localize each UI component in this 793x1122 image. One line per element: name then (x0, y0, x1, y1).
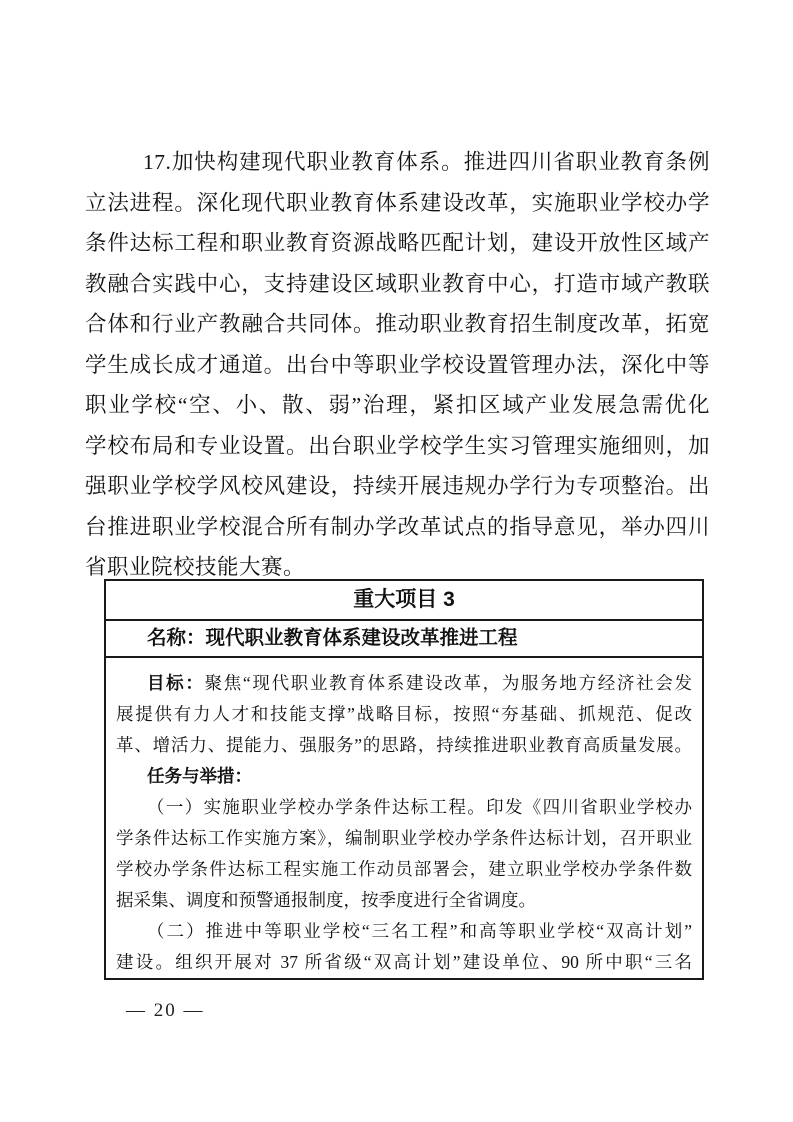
body-line: 教融合实践中心，支持建设区域职业教育中心，打造市域产教联 (85, 271, 710, 296)
body-line: 强职业学校学风校风建设，持续开展违规办学行为专项整治。出 (85, 474, 710, 498)
project-name-row (106, 621, 702, 658)
body-line: 职业学校“空、小、散、弱”治理，紧扣区域产业发展急需优化 (85, 393, 710, 417)
task1-line: 据采集、调度和预警通报制度，按季度进行全省调度。 (116, 890, 536, 910)
body-line: 立法进程。深化现代职业教育体系建设改革，实施职业学校办学 (85, 190, 710, 215)
task2-line: （二）推进中等职业学校“三名工程”和高等职业学校“双高计划” (147, 921, 692, 941)
body-line: 学校布局和专业设置。出台职业学校学生实习管理实施细则，加 (85, 433, 710, 458)
body-line: 学生成长成才通道。出台中等职业学校设置管理办法，深化中等 (85, 352, 710, 377)
body-line: 条件达标工程和职业教育资源战略匹配计划，建设开放性区域产 (85, 231, 710, 255)
project-name-value: 现代职业教育体系建设改革推进工程 (205, 627, 518, 649)
tasks-label: 任务与举措： (147, 766, 252, 786)
goal-line (116, 668, 692, 699)
body-line: 合体和行业产教融合共同体。推动职业教育招生制度改革，拓宽 (85, 312, 710, 336)
body-paragraph (85, 142, 710, 588)
project-name-label: 名称： (147, 627, 206, 649)
goal-line: 展提供有力人才和技能支撑”战略目标，按照“夯基础、抓规范、促改 (116, 704, 692, 724)
task1-line: （一）实施职业学校办学条件达标工程。印发《四川省职业学校办 (147, 797, 692, 817)
page-number: — 20 — (126, 1000, 205, 1021)
body-line: 台推进职业学校混合所有制办学改革试点的指导意见，举办四川 (85, 514, 710, 539)
task2-line: 建设。组织开展对 37 所省级“双高计划”建设单位、90 所中职“三名 (116, 952, 692, 972)
project-box-header: 重大项目 3 (106, 581, 702, 621)
goal-text: 聚焦“现代职业教育体系建设改革，为服务地方经济社会发 (204, 673, 693, 693)
major-project-box (104, 579, 704, 980)
body-line: 省职业院校技能大赛。 (85, 555, 306, 579)
goal-label: 目标： (147, 673, 205, 693)
project-box-body (106, 658, 702, 978)
body-line: 17.加快构建现代职业教育体系。推进四川省职业教育条例 (143, 150, 710, 174)
goal-line: 革、增活力、提能力、强服务”的思路，持续推进职业教育高质量发展。 (116, 735, 692, 755)
task1-line: 学校办学条件达标工程实施工作动员部署会，建立职业学校办学条件数 (116, 859, 692, 879)
task1-line: 学条件达标工作实施方案》，编制职业学校办学条件达标计划，召开职业 (116, 828, 692, 848)
